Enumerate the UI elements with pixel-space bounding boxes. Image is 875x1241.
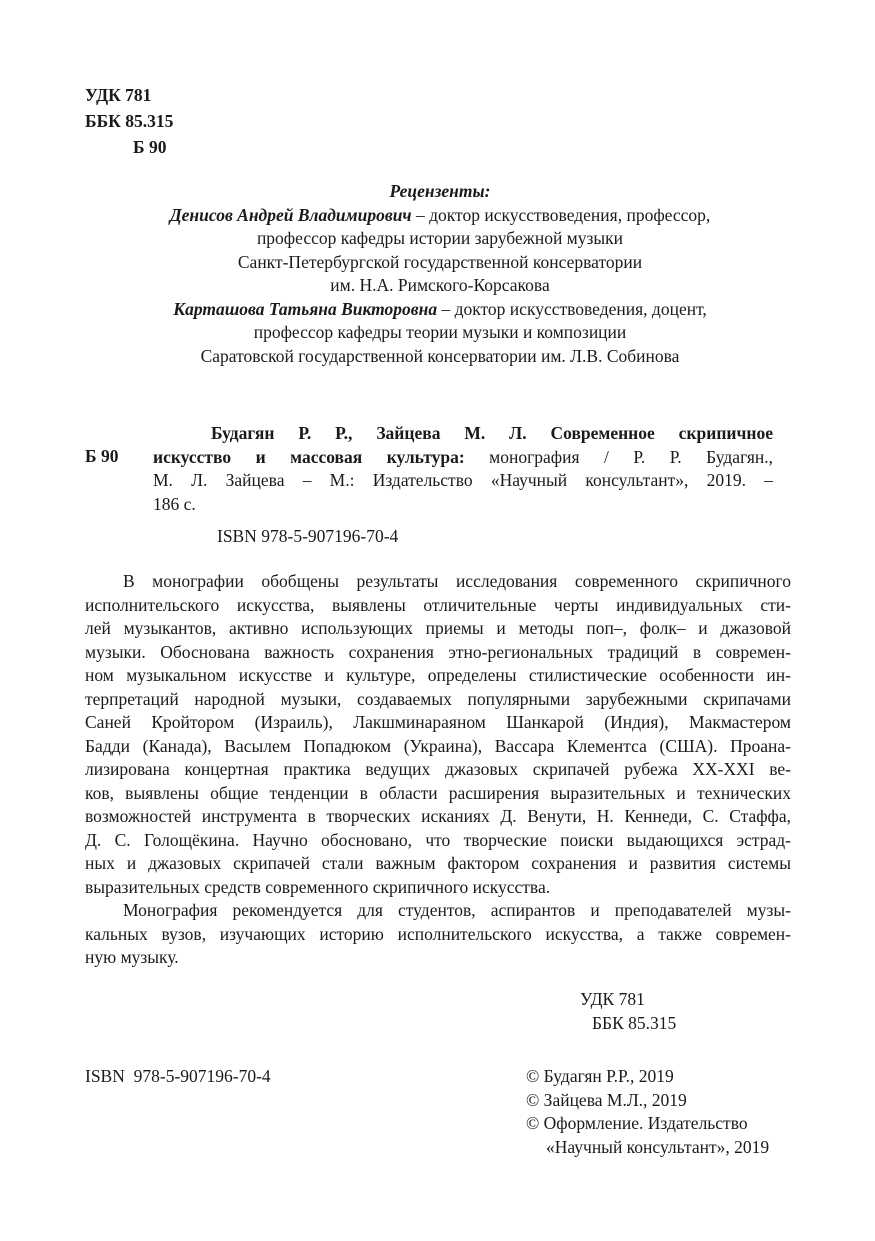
citation-title-end: искусство и массовая культура: — [153, 446, 465, 467]
abstract-line: ных и джазовых скрипачей стали важным фактором сохранения и развития системы — [85, 853, 791, 873]
reviewers-heading: Рецензенты: — [389, 181, 491, 201]
abstract-line: В монографии обобщены результаты исследования современного скрипичного — [123, 571, 791, 591]
author-mark: Б 90 — [133, 137, 167, 157]
abstract-line: Саней Кройтором (Израиль), Лакшминараяном Шанкарой (Индия), Макмастером — [85, 712, 791, 732]
citation-line-1: Будагян Р. Р., Зайцева М. Л. Современное скрипичное — [211, 423, 773, 443]
abstract-line: музыки. Обоснована важность сохранения этно-региональных традиций в современ- — [85, 641, 791, 662]
reviewer-1-line-3: Санкт-Петербургской государственной консерватории — [237, 251, 643, 272]
udk-code: УДК 781 — [580, 989, 645, 1009]
isbn-bottom: ISBN 978-5-907196-70-4 — [85, 1066, 271, 1086]
abstract-line: лей музыкантов, активно использующих приемы и методы поп–, фолк– и джазовой — [85, 618, 791, 638]
classification-codes-bottom — [580, 988, 676, 1035]
abstract — [85, 570, 791, 970]
reviewer-2-line-2: профессор кафедры теории музыки и композиции — [253, 322, 627, 342]
abstract-line: выразительных средств современного скрипичного искусства. — [85, 876, 551, 897]
reviewer-1-line-1: Денисов Андрей Владимирович – доктор искусствоведения, профессор, — [169, 204, 711, 225]
citation-line-2: искусство и массовая культура: монография / Р. Р. Будагян., — [153, 446, 773, 467]
abstract-line: исполнительского искусства, выявлены отличительные черты индивидуальных сти- — [85, 594, 791, 615]
copyright-line: © Зайцева М.Л., 2019 — [526, 1089, 687, 1110]
reviewer-2-name: Карташова Татьяна Викторовна — [173, 298, 438, 319]
reviewer-2-line-1: Карташова Татьяна Викторовна – доктор искусствоведения, доцент, — [173, 298, 707, 319]
citation-code: Б 90 — [85, 446, 119, 466]
abstract-line: кальных вузов, изучающих историю исполнительского искусства, а также современ- — [85, 923, 791, 944]
abstract-line: Бадди (Канада), Васылем Попадюком (Украина), Вассара Клементса (США). Проана- — [85, 735, 791, 756]
udk-code: УДК 781 — [85, 85, 152, 105]
abstract-line: лизирована концертная практика ведущих джазовых скрипачей рубежа XX-XXI ве- — [85, 759, 791, 779]
copyright-line: «Научный консультант», 2019 — [546, 1136, 770, 1157]
reviewer-1-name: Денисов Андрей Владимирович — [169, 204, 412, 225]
copyright-line: © Оформление. Издательство — [526, 1113, 748, 1133]
abstract-line: Монография рекомендуется для студентов, аспирантов и преподавателей музы- — [123, 900, 791, 920]
abstract-line: терпретаций народной музыки, создаваемых популярными зарубежными скрипачами — [85, 688, 791, 709]
isbn-citation: ISBN 978-5-907196-70-4 — [217, 526, 399, 546]
abstract-line: ном музыкальном искусстве и культуре, определены стилистические особенности ин- — [85, 665, 791, 685]
abstract-line: ков, выявлены общие тенденции в области расширения выразительных и технических — [85, 782, 791, 803]
reviewers-block — [100, 180, 780, 368]
reviewer-1-line-4: им. Н.А. Римского-Корсакова — [330, 275, 550, 295]
citation-line-3: М. Л. Зайцева – М.: Издательство «Научный консультант», 2019. – — [153, 470, 773, 490]
copyright-line: © Будагян Р.Р., 2019 — [526, 1066, 674, 1086]
classification-codes-top — [85, 82, 173, 160]
abstract-line: ную музыку. — [85, 947, 179, 967]
abstract-line: возможностей инструмента в творческих исканиях Д. Венути, Н. Кеннеди, С. Стаффа, — [85, 806, 791, 826]
bbk-code: ББК 85.315 — [85, 111, 174, 131]
bbk-code: ББК 85.315 — [592, 1012, 677, 1033]
reviewer-1-line-2: профессор кафедры истории зарубежной музыки — [256, 228, 624, 248]
bibliographic-citation — [153, 422, 773, 516]
reviewer-2-line-3: Саратовской государственной консерватории им. Л.В. Собинова — [200, 345, 680, 366]
citation-line-4: 186 с. — [153, 493, 196, 514]
abstract-line: Д. С. Голощёкина. Научно обосновано, что творческие поиски выдающихся эстрад- — [85, 829, 791, 850]
copyright-block — [526, 1065, 769, 1159]
